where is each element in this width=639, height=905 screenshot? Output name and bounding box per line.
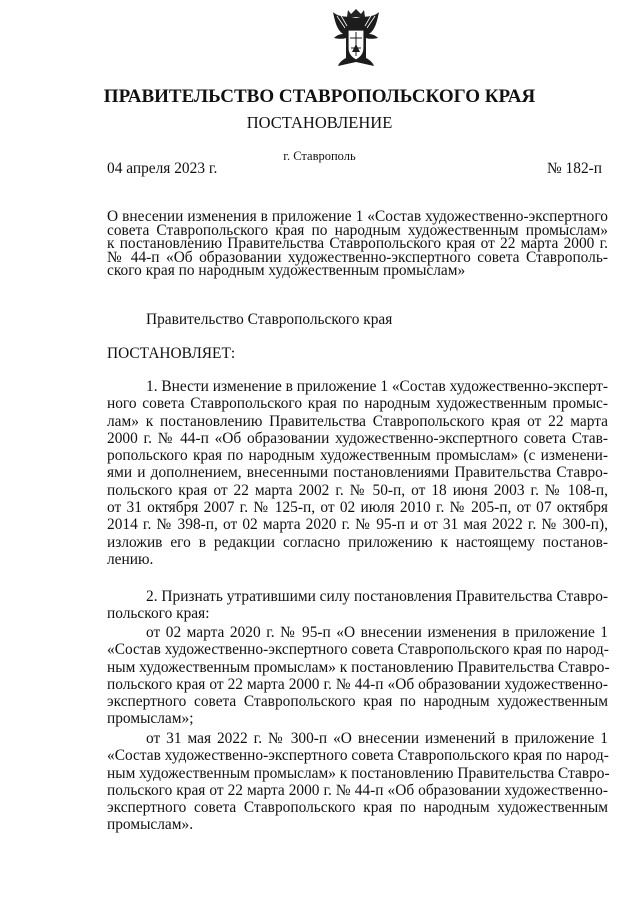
paragraph-line: польского края от 22 марта 2000 г. № 44-п «Об образовании художественно-	[107, 781, 608, 799]
paragraph-line: ным художественным промыслам» к постановлению Правительства Ставро-	[107, 658, 610, 676]
document-subject	[107, 210, 608, 278]
document-type: ПОСТАНОВЛЕНИЕ	[246, 113, 393, 132]
paragraph-1	[107, 378, 608, 568]
preamble: Правительство Ставропольского края	[146, 311, 393, 328]
paragraph-line: «Состав художественно-экспертного совета Ставропольского края по народ-	[107, 747, 609, 765]
paragraph-2	[107, 588, 608, 623]
paragraph-line: «Состав художественно-экспертного совета Ставропольского края по народ-	[107, 641, 609, 659]
paragraph-line: от 02 марта 2020 г. № 95-п «О внесении изменения в приложение 1	[146, 624, 608, 641]
paragraph-line: изложив его в редакции согласно приложению к настоящему постанов-	[107, 533, 608, 551]
paragraph-line: польского края от 22 марта 2000 г. № 44-п «Об образовании художественно-	[107, 675, 608, 693]
paragraph-line: польского края от 22 марта 2002 г. № 50-п, от 18 июня 2003 г. № 108-п,	[107, 481, 608, 499]
paragraph-line: ропольского края по народным художественным промыслам» (с изменени-	[107, 447, 608, 465]
paragraph-2-item-b	[107, 730, 608, 834]
paragraph-line: ями и дополнением, внесенными постановлениями Правительства Ставро-	[107, 464, 608, 482]
paragraph-line: экспертного совета Ставропольского края по народным художественным	[107, 693, 608, 711]
subject-line: к постановлению Правительства Ставропольского края от 22 марта 2000 г.	[107, 235, 608, 252]
paragraph-line: от 31 мая 2022 г. № 300-п «О внесении изменений в приложение 1	[146, 730, 608, 747]
paragraph-line: 2014 г. № 398-п, от 02 марта 2020 г. № 95-п и от 31 мая 2022 г. № 300-п),	[107, 516, 608, 534]
stavropol-coat-of-arms-icon	[331, 8, 381, 70]
paragraph-line: польского края:	[107, 605, 210, 623]
paragraph-line: 2000 г. № 44-п «Об образовании художественно-экспертного совета Став-	[107, 429, 608, 447]
resolves-heading: ПОСТАНОВЛЯЕТ:	[107, 345, 236, 362]
subject-line: О внесении изменения в приложение 1 «Состав художественно-экспертного	[107, 208, 608, 225]
document-number: № 182-п	[547, 160, 602, 177]
paragraph-line: лению.	[107, 550, 154, 568]
government-title: ПРАВИТЕЛЬСТВО СТАВРОПОЛЬСКОГО КРАЯ	[103, 86, 536, 107]
paragraph-line: ным художественным промыслам» к постановлению Правительства Ставро-	[107, 764, 610, 782]
paragraph-line: ного совета Ставропольского края по народным художественным промыс-	[107, 395, 608, 413]
paragraph-line: от 31 октября 2007 г. № 125-п, от 02 июля 2010 г. № 205-п, от 07 октября	[107, 499, 608, 517]
city: г. Ставрополь	[283, 149, 356, 163]
paragraph-line: 1. Внести изменение в приложение 1 «Состав художественно-эксперт-	[146, 378, 609, 395]
subject-line: ского края по народным художественным промыслам»	[107, 262, 466, 279]
paragraph-line: 2. Признать утратившими силу постановления Правительства Ставро-	[146, 588, 609, 605]
subject-line: совета Ставропольского края по народным художественным промыслам»	[107, 221, 608, 239]
paragraph-line: промыслам»;	[107, 710, 194, 728]
subject-line: № 44-п «Об образовании художественно-экспертного совета Ставрополь-	[107, 248, 608, 266]
document-date: 04 апреля 2023 г.	[107, 160, 218, 177]
paragraph-line: промыслам».	[107, 816, 194, 834]
paragraph-line: лам» к постановлению Правительства Ставропольского края от 22 марта	[107, 412, 608, 430]
paragraph-line: экспертного совета Ставропольского края по народным художественным	[107, 799, 608, 817]
paragraph-2-item-a	[107, 624, 608, 728]
